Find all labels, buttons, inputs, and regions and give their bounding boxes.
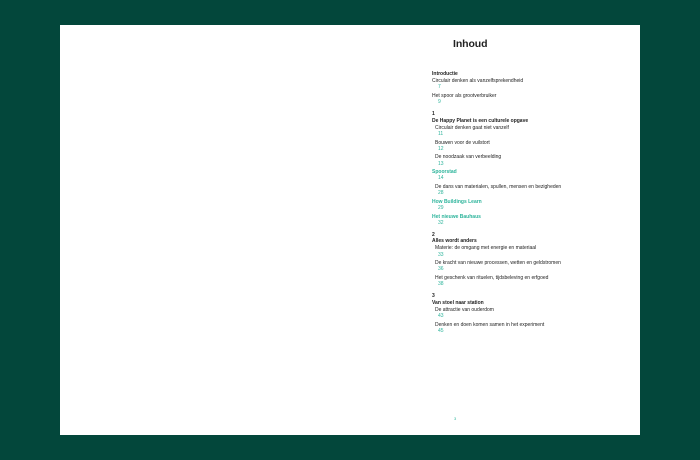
toc-entry [432, 154, 632, 166]
intro-heading: Introductie [432, 71, 458, 77]
entry-title: Het spoor als grootverbruiker [432, 93, 497, 99]
entry-title: Materie: de omgang met energie en materiaal [435, 245, 537, 252]
entry-title: Bouwen voor de vuilstort [435, 139, 490, 146]
toc-entry [432, 245, 632, 257]
entry-title: Het geschenk van rituelen, tijdsbeleving en erfgoed [435, 275, 549, 281]
entry-page: 45 [438, 327, 444, 334]
entry-page: 28 [438, 190, 444, 197]
entry-title: Het nieuwe Bauhaus [432, 213, 481, 220]
toc-entry [432, 275, 632, 287]
left-page-blank [60, 25, 350, 435]
toc-entry [432, 307, 632, 319]
section-title: Van stoel naar station [432, 299, 484, 306]
entry-title: How Buildings Learn [432, 198, 482, 205]
entry-title: De kracht van nieuwe processen, wetten en geldstromen [435, 260, 561, 267]
toc-section-2 [432, 232, 632, 287]
entry-page: 36 [438, 266, 444, 273]
page-number: 3 [454, 416, 457, 421]
entry-title: De dans van materialen, spullen, mensen en bezigheden [435, 184, 562, 190]
toc-entry [432, 93, 632, 105]
section-number: 2 [432, 232, 435, 238]
right-page [350, 25, 640, 435]
entry-title: Circulair denken gaat niet vanzelf [435, 124, 509, 131]
entry-title: De attractie van ouderdom [435, 306, 494, 313]
toc-entry [432, 184, 632, 196]
entry-page: 9 [438, 99, 441, 106]
entry-page: 43 [438, 313, 444, 320]
toc-entry-highlight [432, 199, 632, 211]
entry-title: Denken en doen komen samen in het experiment [435, 321, 545, 328]
page-title: Inhoud [453, 38, 488, 50]
entry-title: Circulair denken als vanzelfsprekendheid [432, 78, 524, 85]
section-title: Alles wordt anders [432, 238, 477, 245]
toc-section-3 [432, 293, 632, 334]
toc-entry [432, 140, 632, 152]
section-title: De Happy Planet is een culturele opgave [432, 117, 529, 124]
toc-section-1 [432, 111, 632, 226]
toc-entry-highlight [432, 169, 632, 181]
section-number: 3 [432, 293, 435, 300]
entry-page: 14 [438, 175, 444, 182]
toc-entry-highlight [432, 214, 632, 226]
entry-title: De noodzaak van verbeelding [435, 154, 502, 161]
toc-entry [432, 322, 632, 334]
entry-page: 12 [438, 145, 444, 152]
entry-page: 7 [438, 84, 441, 91]
entry-page: 32 [438, 219, 444, 226]
entry-title: Spoorstad [432, 169, 457, 176]
entry-page: 29 [438, 205, 444, 211]
toc-intro [432, 71, 632, 105]
toc-entry [432, 78, 632, 90]
toc-entry [432, 260, 632, 272]
toc-entry [432, 125, 632, 137]
section-number: 1 [432, 111, 435, 118]
table-of-contents [432, 71, 632, 340]
entry-page: 11 [438, 131, 444, 138]
entry-page: 38 [438, 281, 444, 288]
book-spread [60, 25, 640, 435]
entry-page: 13 [438, 160, 444, 167]
entry-page: 33 [438, 251, 444, 258]
